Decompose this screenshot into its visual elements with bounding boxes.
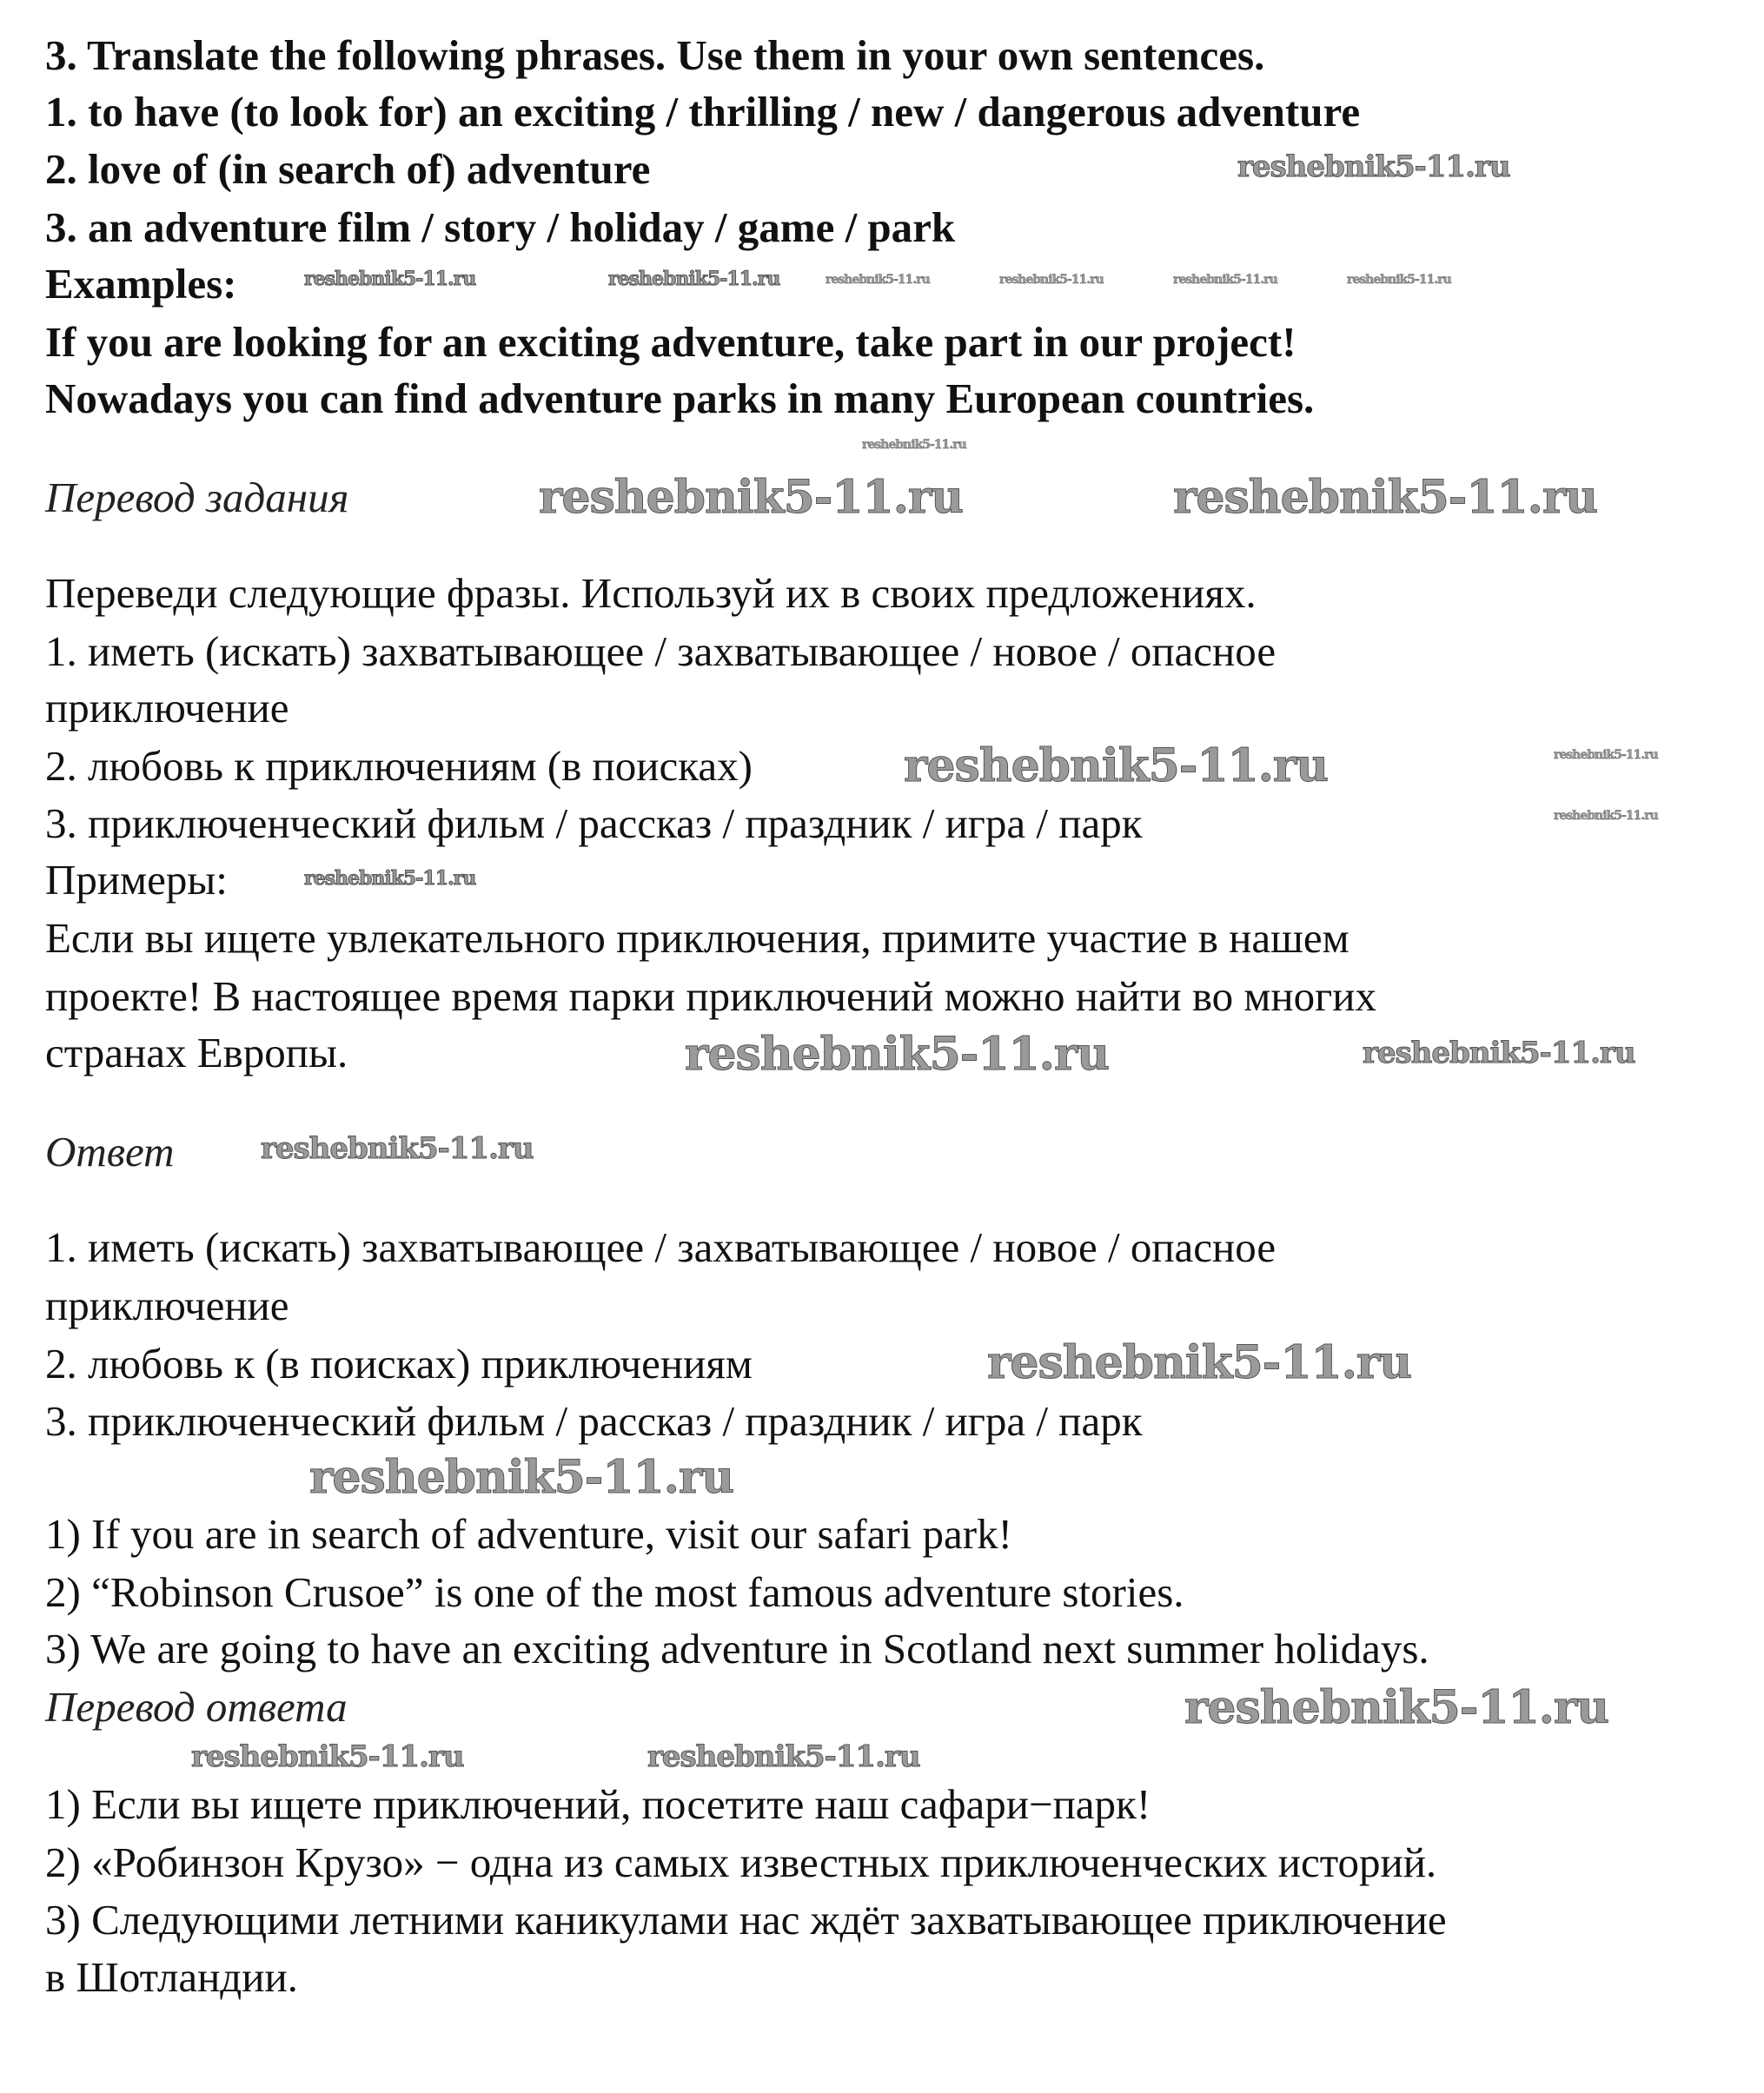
watermark: reshebnik5-11.ru bbox=[1554, 748, 1658, 762]
watermark: reshebnik5-11.ru bbox=[1173, 273, 1277, 287]
section-heading: Перевод задания bbox=[45, 474, 349, 521]
section-heading: Перевод ответа bbox=[45, 1683, 348, 1731]
watermark: reshebnik5-11.ru bbox=[1347, 273, 1451, 287]
watermark: reshebnik5-11.ru bbox=[1363, 1036, 1635, 1070]
watermark: reshebnik5-11.ru bbox=[539, 471, 964, 524]
watermark: reshebnik5-11.ru bbox=[685, 1028, 1110, 1081]
text-line: приключение bbox=[45, 684, 289, 732]
text-line: 2. любовь к (в поисках) приключениям bbox=[45, 1340, 753, 1388]
watermark: reshebnik5-11.ru bbox=[309, 1451, 734, 1504]
text-line: Если вы ищете увлекательного приключения, примите участие в нашем bbox=[45, 914, 1350, 962]
text-line: Examples: bbox=[45, 260, 237, 308]
text-line: проекте! В настоящее время парки приключений можно найти во многих bbox=[45, 972, 1376, 1020]
text-line: If you are looking for an exciting adventure, take part in our project! bbox=[45, 318, 1296, 366]
text-line: 2. love of (in search of) adventure bbox=[45, 145, 651, 193]
text-line: 3) Следующими летними каникулами нас ждёт захватывающее приключение bbox=[45, 1896, 1447, 1944]
text-line: 2) “Robinson Crusoe” is one of the most famous adventure stories. bbox=[45, 1568, 1184, 1616]
watermark: reshebnik5-11.ru bbox=[1237, 149, 1510, 184]
text-line: 1) If you are in search of adventure, visit our safari park! bbox=[45, 1510, 1012, 1558]
text-line: Примеры: bbox=[45, 856, 228, 904]
watermark: reshebnik5-11.ru bbox=[826, 273, 930, 287]
watermark: reshebnik5-11.ru bbox=[999, 273, 1104, 287]
watermark: reshebnik5-11.ru bbox=[1184, 1681, 1609, 1734]
watermark: reshebnik5-11.ru bbox=[987, 1336, 1412, 1389]
text-line: 3. Translate the following phrases. Use them in your own sentences. bbox=[45, 31, 1265, 79]
text-line: 3. an adventure film / story / holiday / game / park bbox=[45, 203, 956, 251]
watermark: reshebnik5-11.ru bbox=[304, 268, 476, 290]
text-line: странах Европы. bbox=[45, 1029, 348, 1076]
text-line: 3) We are going to have an exciting adventure in Scotland next summer holidays. bbox=[45, 1625, 1429, 1672]
text-line: 1) Если вы ищете приключений, посетите наш сафари−парк! bbox=[45, 1780, 1151, 1828]
text-line: приключение bbox=[45, 1282, 289, 1329]
text-line: 1. иметь (искать) захватывающее / захватывающее / новое / опасное bbox=[45, 627, 1277, 675]
text-line: 3. приключенческий фильм / рассказ / праздник / игра / парк bbox=[45, 1397, 1143, 1445]
text-line: 3. приключенческий фильм / рассказ / праздник / игра / парк bbox=[45, 799, 1143, 847]
text-line: 2) «Робинзон Крузо» − одна из самых известных приключенческих историй. bbox=[45, 1838, 1437, 1886]
text-line: Nowadays you can find adventure parks in many European countries. bbox=[45, 374, 1315, 422]
text-line: в Шотландии. bbox=[45, 1953, 298, 2001]
watermark: reshebnik5-11.ru bbox=[608, 268, 780, 290]
watermark: reshebnik5-11.ru bbox=[191, 1739, 464, 1774]
text-line: 2. любовь к приключениям (в поисках) bbox=[45, 742, 753, 790]
watermark: reshebnik5-11.ru bbox=[304, 867, 476, 890]
watermark: reshebnik5-11.ru bbox=[647, 1739, 920, 1774]
watermark: reshebnik5-11.ru bbox=[1554, 809, 1658, 823]
text-line: Переведи следующие фразы. Используй их в своих предложениях. bbox=[45, 569, 1257, 617]
text-line: 1. иметь (искать) захватывающее / захватывающее / новое / опасное bbox=[45, 1223, 1277, 1271]
watermark: reshebnik5-11.ru bbox=[1173, 471, 1598, 524]
watermark: reshebnik5-11.ru bbox=[261, 1131, 534, 1166]
section-heading: Ответ bbox=[45, 1128, 175, 1176]
watermark: reshebnik5-11.ru bbox=[904, 739, 1329, 792]
watermark: reshebnik5-11.ru bbox=[862, 438, 966, 452]
text-line: 1. to have (to look for) an exciting / thrilling / new / dangerous adventure bbox=[45, 88, 1361, 136]
